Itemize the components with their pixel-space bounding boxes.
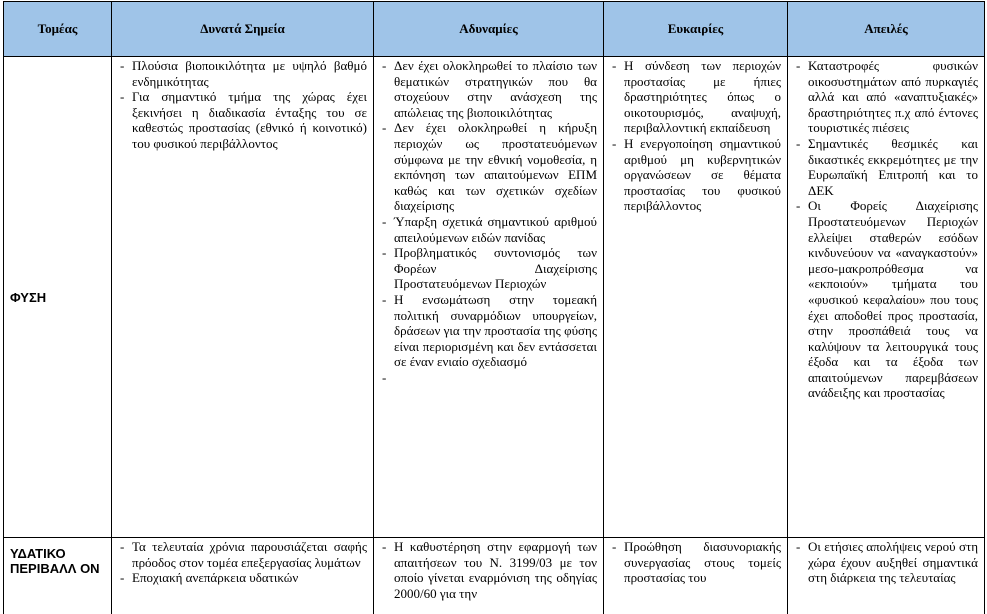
list-item: - Ύπαρξη σχετικά σημαντικού αριθμού απειλούμενων ειδών πανίδας xyxy=(394,214,597,245)
strengths-cell xyxy=(112,57,374,538)
list-item: - Προβληματικός συντονισμός των Φορέων Διαχείρισης Προστατευόμενων Περιοχών xyxy=(394,245,597,292)
list-item: - Η ενεργοποίηση σημαντικού αριθμού μη κυβερνητικών οργανώσεων σε θέματα προστασίας του φυσικού περιβάλλοντος xyxy=(624,136,781,214)
list-item: - Προώθηση διασυνοριακής συνεργασίας στους τομείς προστασίας του xyxy=(624,539,781,586)
table-row-nature xyxy=(4,57,985,538)
list-item: - Δεν έχει ολοκληρωθεί το πλαίσιο των θεματικών στρατηγικών που θα στοχεύουν στην ανάσχεση της απώλειας της βιοποικιλότητας xyxy=(394,58,597,120)
opportunities-cell xyxy=(604,57,788,538)
weaknesses-cell xyxy=(374,538,604,614)
list-item: - Σημαντικές θεσμικές και δικαστικές εκκρεμότητες με την Ευρωπαϊκή Επιτροπή και το ΔΕΚ xyxy=(808,136,978,198)
strengths-list xyxy=(112,538,373,586)
header-sector: Τομέας xyxy=(4,2,112,57)
sector-cell: ΦΥΣΗ xyxy=(4,57,112,538)
threats-list xyxy=(788,538,984,586)
list-item: - Η ενσωμάτωση στην τομεακή πολιτική συναρμόδιων υπουργείων, δράσεων για την προστασία της φύσης είναι περιορισμένη και δεν εντάσσεται σε έναν ενιαίο σχεδιασμό xyxy=(394,292,597,370)
list-item: - Τα τελευταία χρόνια παρουσιάζεται σαφής πρόοδος στον τομέα επεξεργασίας λυμάτων xyxy=(132,539,367,570)
strengths-cell xyxy=(112,538,374,614)
list-item: - Εποχιακή ανεπάρκεια υδατικών xyxy=(132,570,367,586)
header-weaknesses: Αδυναμίες xyxy=(374,2,604,57)
list-item: - Η σύνδεση των περιοχών προστασίας με ήπιες δραστηριότητες όπως ο οικοτουρισμός, αναψυχή, περιβαλλοντική εκπαίδευση xyxy=(624,58,781,136)
weaknesses-cell xyxy=(374,57,604,538)
header-opportunities: Ευκαιρίες xyxy=(604,2,788,57)
sector-cell: ΥΔΑΤΙΚΟ ΠΕΡΙΒΑΛΛ ΟΝ xyxy=(4,538,112,614)
header-threats: Απειλές xyxy=(788,2,985,57)
swot-table xyxy=(3,1,985,614)
threats-cell xyxy=(788,57,985,538)
threats-cell xyxy=(788,538,985,614)
threats-list xyxy=(788,57,984,401)
list-item: - Καταστροφές φυσικών οικοσυστημάτων από πυρκαγιές αλλά και από «αναπτυξιακές» δραστηριότητες π.χ από έντονες τουριστικές πιέσεις xyxy=(808,58,978,136)
strengths-list xyxy=(112,57,373,152)
list-item: - Οι ετήσιες απολήψεις νερού στη χώρα έχουν αυξηθεί σημαντικά στη διάρκεια της τελευταίας xyxy=(808,539,978,586)
header-strengths: Δυνατά Σημεία xyxy=(112,2,374,57)
list-item: - Για σημαντικό τμήμα της χώρας έχει ξεκινήσει η διαδικασία ένταξης του σε καθεστώς προστασίας (εθνικό ή κοινοτικό) του φυσικού περιβάλλοντος xyxy=(132,89,367,151)
weaknesses-list xyxy=(374,57,603,370)
opportunities-cell xyxy=(604,538,788,614)
list-item: - Δεν έχει ολοκληρωθεί η κήρυξη περιοχών ως προστατευόμενων σύμφωνα με την εθνική νομοθεσία, η εκπόνηση των απαιτούμενων ΕΠΜ καθώς και των σχετικών σχεδίων διαχείρισης xyxy=(394,120,597,214)
list-item: - Πλούσια βιοποικιλότητα με υψηλό βαθμό ενδημικότητας xyxy=(132,58,367,89)
list-item: - Οι Φορείς Διαχείρισης Προστατευόμενων Περιοχών ελλείψει σταθερών εσόδων κινδυνεύουν να «αναγκαστούν» μεσο-μακροπρόθεσμα να «εκποιούν» τμήματα του «φυσικού κεφαλαίου» που τους έχει αποδοθεί προς προστασία, στην προσπάθειά τους να καλύψουν τα λειτουργικά τους έξοδα και τα έξοδα των απαιτούμενων παρεμβάσεων ανάδειξης και προστασίας xyxy=(808,198,978,401)
opportunities-list xyxy=(604,538,787,586)
list-item: - Η καθυστέρηση στην εφαρμογή των απαιτήσεων του Ν. 3199/03 με τον οποίο γίνεται εναρμόνιση της οδηγίας 2000/60 για την xyxy=(394,539,597,601)
table-row-water xyxy=(4,538,985,614)
header-row xyxy=(4,2,985,57)
opportunities-list xyxy=(604,57,787,214)
weaknesses-list xyxy=(374,538,603,601)
